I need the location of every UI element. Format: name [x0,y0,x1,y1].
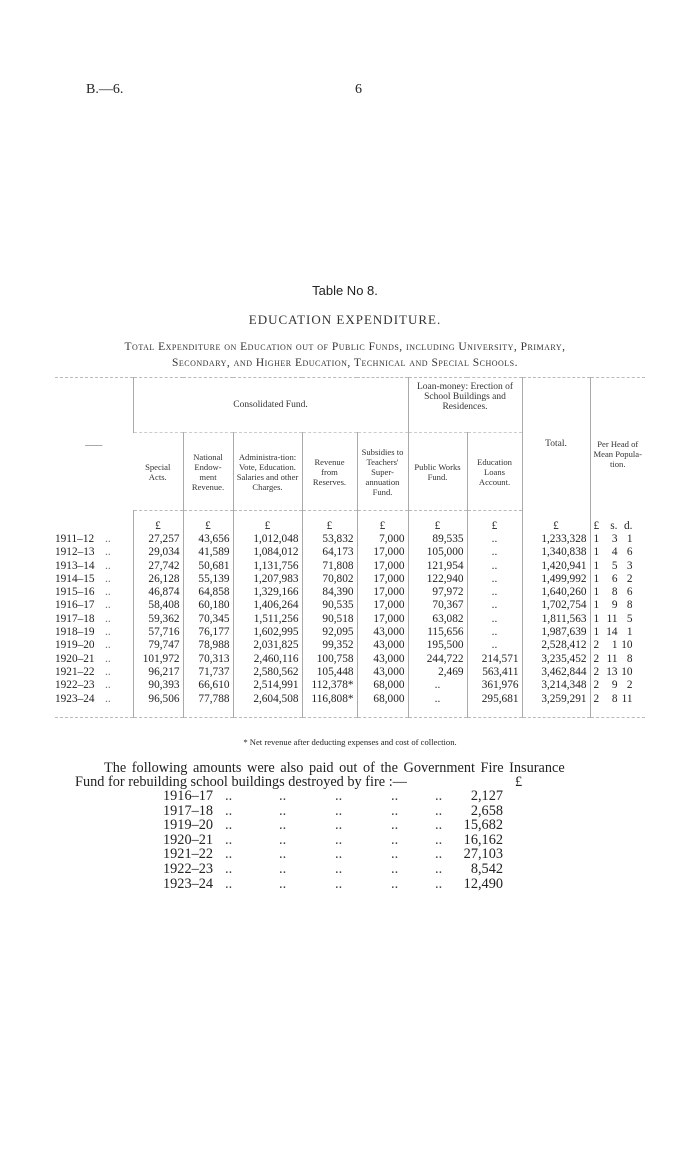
loans-cell: .. [467,533,522,546]
national-cell: 60,180 [183,599,233,612]
year-cell [55,613,133,626]
year: 1914–15 [55,572,95,585]
subsidies-cell: 17,000 [357,573,408,586]
national-cell: 41,589 [183,546,233,559]
fire-year: 1923–24 [163,875,214,892]
per-head-shillings: 8 [611,692,618,705]
table-row [55,613,645,626]
subsidies-cell: 43,000 [357,626,408,639]
leader-dots: .. [391,817,399,834]
reserves-cell: 84,390 [302,586,357,599]
admin-cell: 1,329,166 [233,586,302,599]
subsidies-cell: 68,000 [357,679,408,692]
total-cell: 3,214,348 [522,679,590,692]
leader-dots: .. [105,612,111,625]
reserves-cell: 90,518 [302,613,357,626]
loans-cell: 214,571 [467,653,522,666]
national-cell: 78,988 [183,639,233,652]
loans-cell: .. [467,560,522,573]
fire-fund-row [163,832,503,847]
fire-fund-row [163,803,503,818]
table-subtitle-line2: Secondary, and Higher Education, Technical and Special Schools. [171,357,519,369]
per-head-pence: 8 [626,599,633,612]
unit-pence: d. [624,520,633,532]
leader-dots: .. [435,817,443,834]
per-head-shillings: 11 [606,612,618,625]
per-head-shillings: 9 [611,679,618,692]
subsidies-cell: 17,000 [357,546,408,559]
public-works-cell: .. [408,679,467,692]
loans-cell: .. [467,586,522,599]
fire-year: 1919–20 [163,817,214,834]
subsidies-cell: 7,000 [357,533,408,546]
leader-dots: .. [279,831,287,848]
per-head-pounds: 2 [593,679,600,692]
admin-cell: 2,460,116 [233,653,302,666]
year-cell [55,639,133,652]
fire-year: 1921–22 [163,846,214,863]
national-cell: 70,345 [183,613,233,626]
leader-dots: .. [391,802,399,819]
national-cell: 64,858 [183,586,233,599]
table-row [55,533,645,546]
leader-dots: .. [335,861,343,877]
admin-cell: 2,604,508 [233,693,302,718]
year: 1916–17 [55,599,95,612]
special-cell: 59,362 [133,613,183,626]
leader-dots: .. [279,817,287,834]
unit-pound: £ [593,520,600,532]
table-row [55,599,645,612]
per-head-pence: 6 [626,546,633,559]
total-cell: 1,420,941 [522,560,590,573]
per-head-pence: 8 [626,652,633,665]
leader-dots: .. [105,639,111,652]
per-head-pounds: 2 [593,639,600,652]
leader-dots: .. [391,875,399,892]
public-works-cell: 115,656 [408,626,467,639]
per-head-pence: 2 [626,679,633,692]
special-cell: 96,217 [133,666,183,679]
total-cell: 3,462,844 [522,666,590,679]
reserves-cell: 92,095 [302,626,357,639]
page-reference: B.—6. [86,82,124,97]
loans-cell: .. [467,626,522,639]
year: 1919–20 [55,639,95,652]
loans-cell: .. [467,639,522,652]
education-loans-header: Education Loans Account. [467,433,522,511]
leader-dots: .. [435,875,443,892]
admin-cell: 1,207,983 [233,573,302,586]
public-works-cell: 122,940 [408,573,467,586]
fire-fund-row [163,788,503,803]
per-head-cell [590,586,645,599]
reserves-cell: 100,758 [302,653,357,666]
fire-amount: 2,658 [470,802,503,819]
table-row [55,586,645,599]
leader-dots: .. [279,875,287,892]
special-cell: 26,128 [133,573,183,586]
leader-dots: .. [335,802,343,819]
leader-dots: .. [335,875,343,892]
per-head-cell [590,613,645,626]
year-cell [55,573,133,586]
reserves-cell: 112,378* [302,679,357,692]
unit-pound: £ [233,511,302,534]
per-head-cell [590,546,645,559]
year-cell [55,546,133,559]
subsidies-cell: 17,000 [357,560,408,573]
national-cell: 77,788 [183,693,233,718]
table-row [55,693,645,718]
year-cell [55,586,133,599]
leader-dots: .. [435,802,443,819]
national-cell: 70,313 [183,653,233,666]
year-cell [55,693,133,718]
leader-dots: .. [279,861,287,877]
year: 1918–19 [55,626,95,639]
admin-cell: 2,514,991 [233,679,302,692]
loans-cell: 295,681 [467,693,522,718]
leader-dots: .. [435,846,443,863]
fire-fund-row [163,861,503,876]
total-cell: 1,987,639 [522,626,590,639]
total-header: Total. [522,378,590,511]
leader-dots: .. [105,572,111,585]
fire-amount: 12,490 [463,875,503,892]
admin-cell: 2,580,562 [233,666,302,679]
leader-dots: .. [225,846,233,863]
per-head-cell [590,560,645,573]
per-head-pounds: 1 [593,586,600,599]
subsidies-cell: 43,000 [357,653,408,666]
loan-money-header: Loan-money: Erection of School Buildings and Residences. [408,378,522,433]
year-cell [55,626,133,639]
loans-cell: .. [467,599,522,612]
year-cell [55,599,133,612]
per-head-shillings: 6 [611,572,618,585]
unit-pound: £ [522,511,590,534]
national-cell: 66,610 [183,679,233,692]
public-works-cell: 63,082 [408,613,467,626]
reserves-cell: 99,352 [302,639,357,652]
leader-dots: .. [335,788,343,804]
admin-cell: 1,012,048 [233,533,302,546]
national-cell: 43,656 [183,533,233,546]
table-title: EDUCATION EXPENDITURE. [248,312,442,327]
table-row [55,626,645,639]
per-head-pounds: 1 [593,599,600,612]
leader-dots: .. [225,817,233,834]
per-head-shillings: 9 [611,599,618,612]
loans-cell: .. [467,573,522,586]
year: 1921–22 [55,665,95,678]
fire-amount: 16,162 [463,831,503,848]
total-cell: 1,811,563 [522,613,590,626]
table-row [55,573,645,586]
per-head-shillings: 5 [611,559,618,572]
leader-dots: .. [105,559,111,572]
per-head-pounds: 2 [593,692,600,705]
leader-dots: .. [105,626,111,639]
leader-dots: .. [279,846,287,863]
leader-dots: .. [435,788,443,804]
per-head-shillings: 4 [611,546,618,559]
per-head-pence: 1 [626,533,633,545]
leader-dots: .. [279,802,287,819]
public-works-cell: 105,000 [408,546,467,559]
per-head-units [590,511,645,534]
unit-pound: £ [357,511,408,534]
subsidies-cell: 43,000 [357,666,408,679]
public-works-cell: 195,500 [408,639,467,652]
leader-dots: .. [105,586,111,599]
table-subtitle-line1: Total Expenditure on Education out of Public Funds, including University, Primary, [124,341,566,353]
fire-currency: £ [515,774,523,790]
leader-dots: .. [105,692,111,705]
public-works-cell: 70,367 [408,599,467,612]
admin-cell: 2,031,825 [233,639,302,652]
per-head-pence: 11 [621,692,633,705]
total-cell: 3,235,452 [522,653,590,666]
leader-dots: .. [225,802,233,819]
per-head-pounds: 1 [593,533,600,545]
per-head-shillings: 3 [611,533,618,545]
per-head-pence: 2 [626,572,633,585]
total-cell: 1,340,838 [522,546,590,559]
year: 1922–23 [55,679,95,692]
special-cell: 58,408 [133,599,183,612]
national-endowment-header: National Endow-ment Revenue. [183,433,233,511]
fire-fund-row [163,817,503,832]
per-head-cell [590,533,645,546]
leader-dots: .. [391,788,399,804]
per-head-shillings: 1 [611,639,618,652]
loans-cell: .. [467,546,522,559]
per-head-header: Per Head of Mean Popula-tion. [590,378,645,511]
fire-year: 1922–23 [163,861,214,877]
subsidies-cell: 17,000 [357,613,408,626]
per-head-cell [590,639,645,652]
consolidated-fund-header: Consolidated Fund. [133,378,408,433]
year: 1917–18 [55,612,95,625]
unit-shillings: s. [610,520,618,532]
fire-year: 1916–17 [163,788,214,804]
leader-dots: .. [279,788,287,804]
unit-pound: £ [133,511,183,534]
leader-dots: .. [335,831,343,848]
subsidies-cell: 43,000 [357,639,408,652]
fire-amount: 2,127 [470,788,503,804]
admin-cell: 1,511,256 [233,613,302,626]
table-row [55,560,645,573]
year-cell [55,533,133,546]
reserves-cell: 70,802 [302,573,357,586]
year: 1913–14 [55,559,95,572]
reserves-cell: 53,832 [302,533,357,546]
page-number: 6 [355,82,362,97]
leader-dots: .. [105,679,111,692]
leader-dots: .. [105,652,111,665]
year-cell [55,653,133,666]
revenue-reserves-header: Revenue from Reserves. [302,433,357,511]
admin-cell: 1,131,756 [233,560,302,573]
leader-dots: .. [391,831,399,848]
year-cell [55,666,133,679]
per-head-shillings: 14 [606,626,618,639]
per-head-cell [590,653,645,666]
leader-dots: .. [225,861,233,877]
year: 1923–24 [55,692,95,705]
unit-pound: £ [183,511,233,534]
national-cell: 55,139 [183,573,233,586]
leader-dots: .. [105,665,111,678]
loans-cell: 361,976 [467,679,522,692]
public-works-cell: .. [408,693,467,718]
reserves-cell: 105,448 [302,666,357,679]
special-cell: 27,742 [133,560,183,573]
per-head-pence: 3 [626,559,633,572]
per-head-pounds: 1 [593,572,600,585]
per-head-pounds: 1 [593,559,600,572]
fire-fund-row [163,846,503,861]
paragraph-line1: The following amounts were also paid out of the Government Fire Insurance [104,760,565,776]
fire-amount: 15,682 [463,817,503,834]
leader-dots: .. [335,846,343,863]
fire-amount: 8,542 [470,861,503,877]
per-head-cell [590,693,645,718]
leader-dots: .. [435,831,443,848]
leader-dots: .. [435,861,443,877]
public-works-cell: 2,469 [408,666,467,679]
leader-dots: .. [105,533,111,545]
national-cell: 50,681 [183,560,233,573]
subsidies-cell: 17,000 [357,599,408,612]
public-works-cell: 244,722 [408,653,467,666]
per-head-pounds: 1 [593,612,600,625]
year: 1911–12 [55,533,95,545]
expenditure-table [55,377,645,718]
administration-header: Administra-tion: Vote, Education. Salaries and other Charges. [233,433,302,511]
reserves-cell: 90,535 [302,599,357,612]
year: 1912–13 [55,546,95,559]
per-head-shillings: 8 [611,586,618,599]
per-head-pounds: 2 [593,665,600,678]
per-head-shillings: 13 [606,665,618,678]
year-cell [55,560,133,573]
table-row [55,653,645,666]
special-cell: 46,874 [133,586,183,599]
fire-year: 1917–18 [163,802,214,819]
per-head-cell [590,599,645,612]
per-head-cell [590,626,645,639]
fire-fund-row [163,876,503,891]
special-cell: 29,034 [133,546,183,559]
national-cell: 76,177 [183,626,233,639]
total-cell: 1,499,992 [522,573,590,586]
reserves-cell: 71,808 [302,560,357,573]
special-cell: 79,747 [133,639,183,652]
leader-dots: .. [391,861,399,877]
public-works-header: Public Works Fund. [408,433,467,511]
unit-pound: £ [408,511,467,534]
per-head-pounds: 1 [593,546,600,559]
total-cell: 3,259,291 [522,693,590,718]
table-number: Table No 8. [312,283,378,298]
per-head-pounds: 1 [593,626,600,639]
special-cell: 90,393 [133,679,183,692]
year-cell [55,679,133,692]
leader-dots: .. [335,817,343,834]
special-cell: 57,716 [133,626,183,639]
per-head-pence: 5 [626,612,633,625]
leader-dots: .. [225,831,233,848]
loans-cell: 563,411 [467,666,522,679]
fire-year: 1920–21 [163,831,214,848]
special-cell: 96,506 [133,693,183,718]
table-row [55,546,645,559]
admin-cell: 1,602,995 [233,626,302,639]
year: 1920–21 [55,652,95,665]
public-works-cell: 89,535 [408,533,467,546]
reserves-cell: 64,173 [302,546,357,559]
subsidies-cell: 68,000 [357,693,408,718]
per-head-pounds: 2 [593,652,600,665]
admin-cell: 1,406,264 [233,599,302,612]
per-head-cell [590,573,645,586]
subsidies-cell: 17,000 [357,586,408,599]
per-head-pence: 6 [626,586,633,599]
per-head-cell [590,666,645,679]
per-head-pence: 1 [626,626,633,639]
per-head-pence: 10 [621,665,633,678]
unit-pound: £ [302,511,357,534]
special-cell: 101,972 [133,653,183,666]
national-cell: 71,737 [183,666,233,679]
special-cell: 27,257 [133,533,183,546]
year-header: —— [55,378,133,511]
per-head-pence: 10 [621,639,633,652]
reserves-cell: 116,808* [302,693,357,718]
table-row [55,679,645,692]
leader-dots: .. [225,788,233,804]
leader-dots: .. [391,846,399,863]
total-cell: 1,702,754 [522,599,590,612]
subsidies-header: Subsidies to Teachers' Super-annuation Fund. [357,433,408,511]
leader-dots: .. [105,599,111,612]
paragraph-line2-text: Fund for rebuilding school buildings destroyed by fire :— [75,774,407,790]
loans-cell: .. [467,613,522,626]
special-acts-header: Special Acts. [133,433,183,511]
fire-amount: 27,103 [463,846,503,863]
footnote: * Net revenue after deducting expenses and cost of collection. [243,737,457,747]
per-head-shillings: 11 [606,652,618,665]
leader-dots: .. [225,875,233,892]
public-works-cell: 121,954 [408,560,467,573]
per-head-cell [590,679,645,692]
table-row [55,639,645,652]
unit-pound: £ [467,511,522,534]
total-cell: 1,233,328 [522,533,590,546]
public-works-cell: 97,972 [408,586,467,599]
table-row [55,666,645,679]
total-cell: 2,528,412 [522,639,590,652]
admin-cell: 1,084,012 [233,546,302,559]
year: 1915–16 [55,586,95,599]
leader-dots: .. [105,546,111,559]
total-cell: 1,640,260 [522,586,590,599]
